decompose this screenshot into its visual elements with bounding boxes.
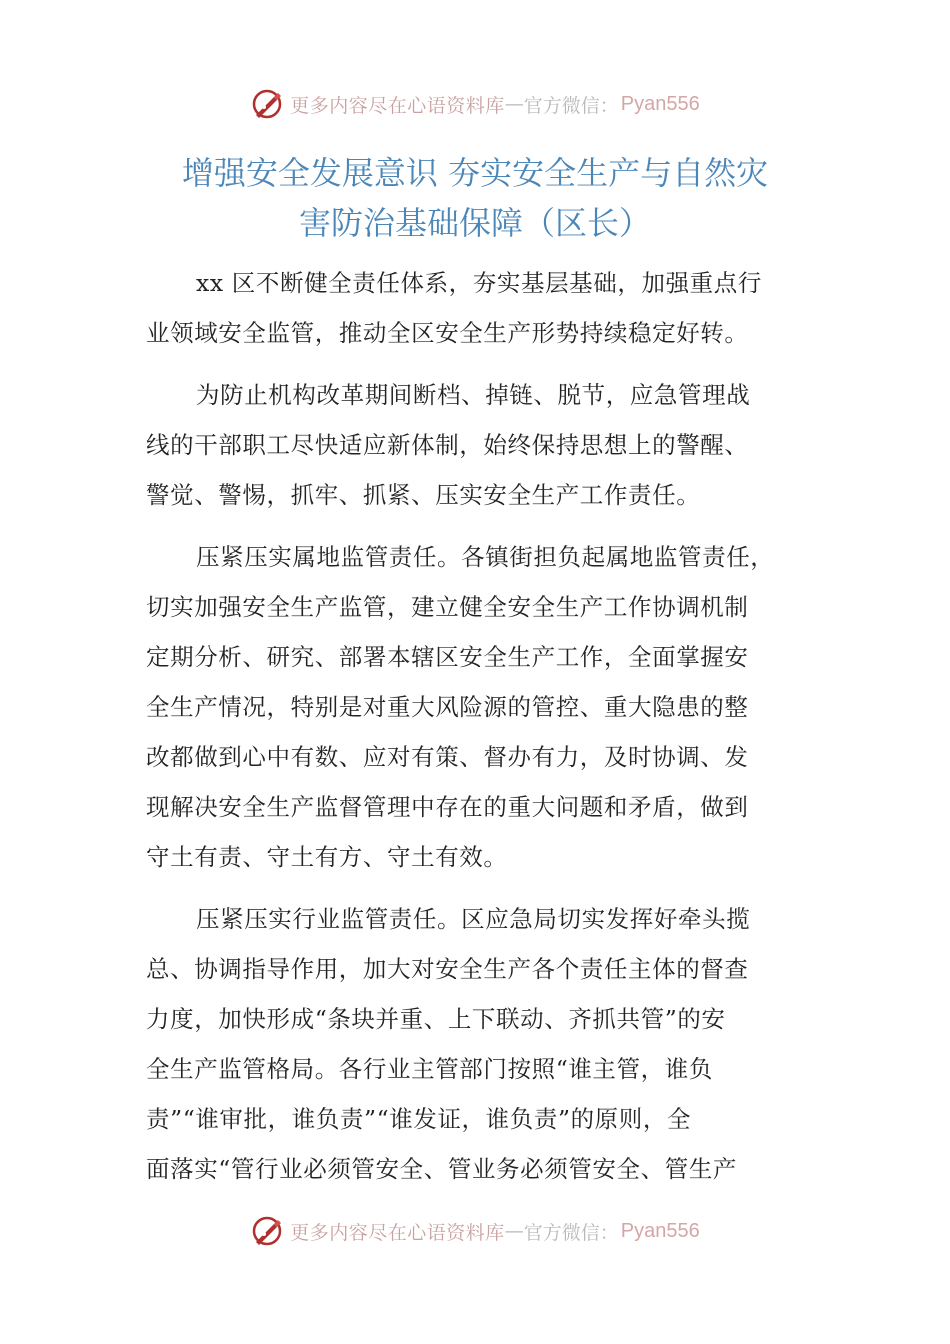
text-line: 力度，加快形成“条块并重、上下联动、齐抓共管”的安 [146, 1005, 726, 1033]
text-line: 现解决安全生产监督管理中存在的重大问题和矛盾，做到 [146, 793, 749, 821]
text-line: 切实加强安全生产监管，建立健全安全生产工作协调机制 [146, 593, 749, 621]
text-line: 改都做到心中有数、应对有策、督办有力，及时协调、发 [146, 743, 749, 771]
document-title [120, 148, 830, 248]
watermark-text: 更多内容尽在心语资料库 [290, 94, 505, 117]
text-line: 全生产情况，特别是对重大风险源的管控、重大隐患的整 [146, 693, 749, 721]
watermark-text: 更多内容尽在心语资料库 [290, 1221, 505, 1244]
watermark-separator: — [504, 1220, 524, 1242]
pen-nib-logo-icon [250, 1214, 284, 1248]
title-line: 增强安全发展意识 夯实安全生产与自然灾 [181, 154, 769, 192]
text-line: xx 区不断健全责任体系，夯实基层基础，加强重点行 [196, 269, 762, 297]
document-body [146, 258, 810, 1206]
watermark-banner-top [0, 84, 950, 124]
text-line: 为防止机构改革期间断档、掉链、脱节，应急管理战 [196, 381, 751, 409]
paragraph [146, 370, 810, 520]
text-line: 面落实“管行业必须管安全、管业务必须管安全、管生产 [146, 1155, 738, 1183]
text-line: 压紧压实属地监管责任。各镇街担负起属地监管责任， [196, 543, 775, 571]
watermark-banner-bottom [0, 1211, 950, 1251]
watermark-wechat-label: 官方微信： [523, 94, 619, 117]
paragraph [146, 532, 810, 882]
watermark-wechat-id: Pyan556 [620, 1219, 700, 1242]
text-line: 压紧压实行业监管责任。区应急局切实发挥好牵头揽 [196, 905, 751, 933]
text-line: 守土有责、守土有方、守土有效。 [146, 843, 508, 871]
watermark-wechat-id: Pyan556 [620, 92, 700, 115]
title-line: 害防治基础保障（区长） [298, 204, 651, 242]
watermark-separator: — [504, 93, 524, 115]
watermark-wechat-label: 官方微信： [523, 1221, 619, 1244]
paragraph [146, 258, 810, 358]
pen-nib-logo-icon [250, 87, 284, 121]
paragraph [146, 894, 810, 1194]
text-line: 总、协调指导作用，加大对安全生产各个责任主体的督查 [146, 955, 749, 983]
text-line: 业领域安全监管，推动全区安全生产形势持续稳定好转。 [146, 319, 749, 347]
text-line: 责”“谁审批，谁负责”“谁发证，谁负责”的原则，全 [146, 1105, 692, 1133]
text-line: 警觉、警惕，抓牢、抓紧、压实安全生产工作责任。 [146, 481, 701, 509]
text-line: 全生产监管格局。各行业主管部门按照“谁主管，谁负 [146, 1055, 713, 1083]
text-line: 定期分析、研究、部署本辖区安全生产工作，全面掌握安 [146, 643, 749, 671]
text-line: 线的干部职工尽快适应新体制，始终保持思想上的警醒、 [146, 431, 749, 459]
